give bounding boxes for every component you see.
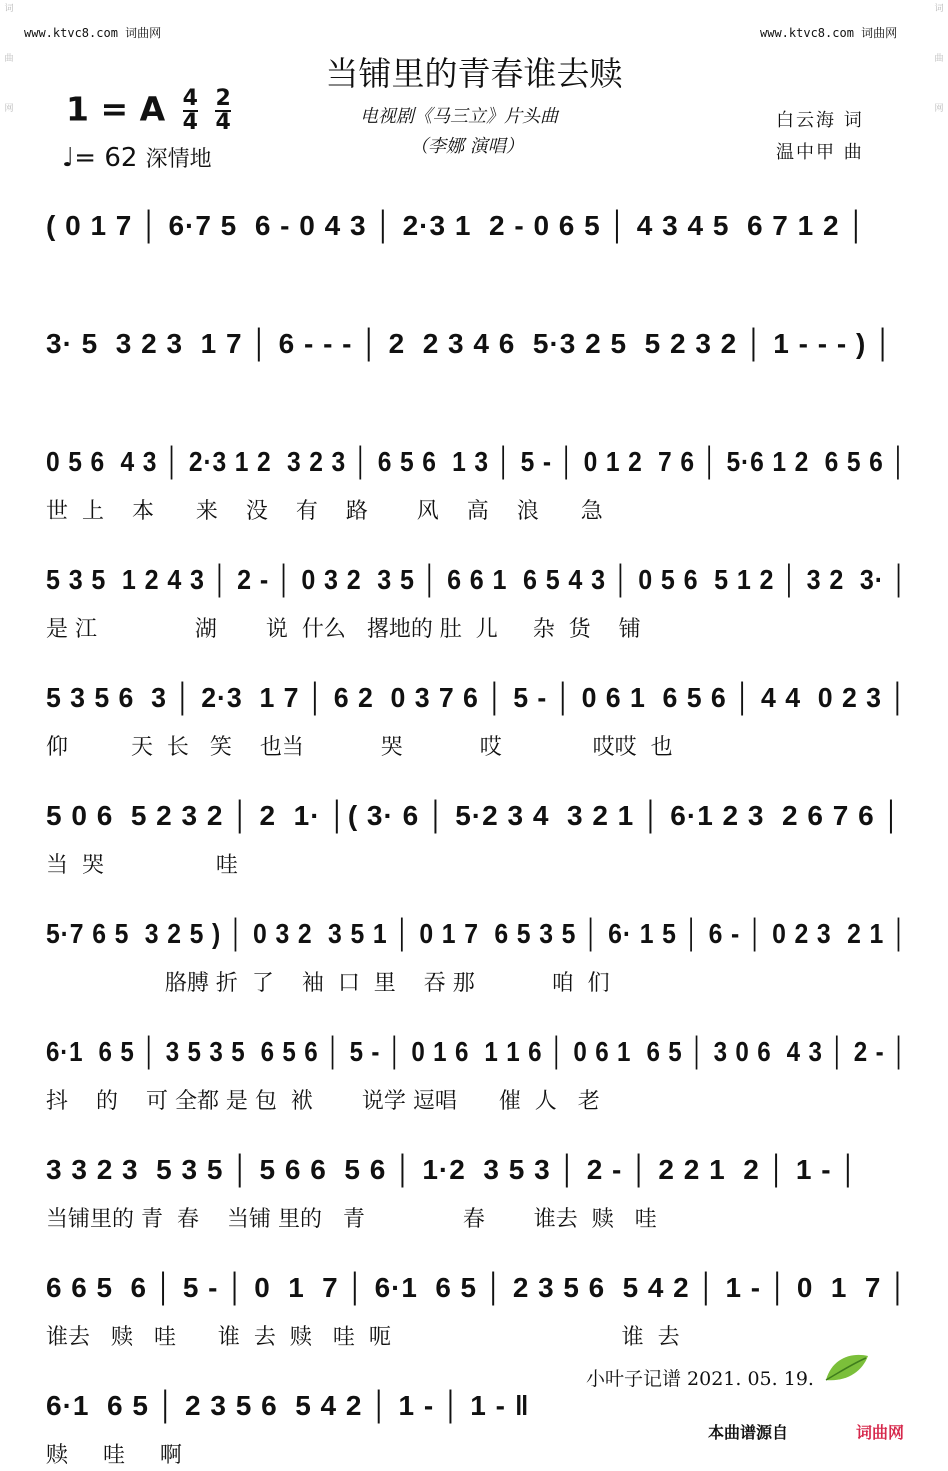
- key-signature: [66, 88, 231, 134]
- notation-line: 6·1 6 5 │ 3 5 3 5 6 5 6 │ 5 - │ 0 1 6 1 1 6 │ 0 6 1 6 5 │ 3 0 6 4 3 │ 2 - │: [46, 1036, 909, 1067]
- tempo-value: ♩= 62: [62, 143, 138, 173]
- leaf-icon: [822, 1350, 870, 1386]
- score-row: [46, 672, 908, 732]
- source-site-link[interactable]: 词曲网: [856, 1423, 905, 1442]
- notation-line: 5 3 5 6 3 │ 2·3 1 7 │ 6 2 0 3 7 6 │ 5 - │ 0 6 1 6 5 6 │ 4 4 0 2 3 │: [46, 682, 908, 713]
- lyrics-line: 当铺里的 青 春 当铺 里的 青 春 谁去 赎 哇: [46, 1207, 657, 1232]
- notation-line: 3 3 2 3 5 3 5 │ 5 6 6 5 6 │ 1·2 3 5 3 │ 2 - │ 2 2 1 2 │ 1 - │: [46, 1154, 859, 1185]
- notation-line: 6·1 6 5 │ 2 3 5 6 5 4 2 │ 1 - │ 1 - ‖: [46, 1390, 530, 1421]
- key-label: 1 = A: [66, 89, 166, 129]
- lyrics-line: 仰 天 长 笑 也当 哭 哎 哎哎 也: [46, 735, 673, 760]
- score-row: [46, 1262, 908, 1322]
- song-subtitle: 电视剧《马三立》片头曲: [360, 106, 558, 127]
- tempo-expression: 深情地: [145, 147, 212, 172]
- lyrics-line: 赎 哇 啊: [46, 1443, 182, 1468]
- time-sig-numerator: 2: [215, 86, 231, 111]
- watermark-url-right: www.ktvc8.com 词曲网: [760, 26, 898, 40]
- watermark-char: 网: [934, 104, 944, 114]
- watermark-char: 网: [4, 104, 14, 114]
- composer-credit: 温中甲 曲: [776, 142, 864, 163]
- watermark-char: 曲: [4, 54, 14, 64]
- time-signature-1: [183, 88, 198, 134]
- notation-line: 5 0 6 5 2 3 2 │ 2 1· │( 3· 6 │ 5·2 3 4 3 2 1 │ 6·1 2 3 2 6 7 6 │: [46, 800, 902, 831]
- time-signature-2: [215, 88, 230, 134]
- notation-line: 3· 5 3 2 3 1 7 │ 6 - - - │ 2 2 3 4 6 5·3 2 5 5 2 3 2 │ 1 - - - ) │: [46, 328, 894, 359]
- lyrics-line: 胳膊 折 了 袖 口 里 吞 那 咱 们: [46, 971, 610, 996]
- notation-line: ( 0 1 7 │ 6·7 5 6 - 0 4 3 │ 2·3 1 2 - 0 6 5 │ 4 3 4 5 6 7 1 2 │: [46, 210, 867, 241]
- lyrics-line: 世 上 本 来 没 有 路 风 高 浪 急: [46, 499, 603, 524]
- score-row: [46, 1026, 908, 1086]
- tempo-marking: [62, 142, 212, 173]
- notation-line: 0 5 6 4 3 │ 2·3 1 2 3 2 3 │ 6 5 6 1 3 │ 5 - │ 0 1 2 7 6 │ 5·6 1 2 6 5 6 │: [46, 446, 908, 477]
- watermark-char: 词: [4, 4, 14, 14]
- score-row: [46, 908, 908, 968]
- score-row: [46, 436, 908, 496]
- time-sig-denominator: 4: [182, 110, 198, 135]
- right-side-watermark: [932, 0, 946, 1471]
- score-row: [46, 1144, 908, 1204]
- left-side-watermark: [2, 0, 16, 1471]
- watermark-char: 词: [934, 4, 944, 14]
- lyrics-line: 是 江 湖 说 什么 撂地的 肚 儿 杂 货 铺: [46, 617, 641, 642]
- transcriber-credit: 小叶子记谱 2021. 05. 19.: [586, 1368, 814, 1390]
- notation-line: 6 6 5 6 │ 5 - │ 0 1 7 │ 6·1 6 5 │ 2 3 5 6 5 4 2 │ 1 - │ 0 1 7 │: [46, 1272, 909, 1303]
- singer-credit: （李娜 演唱）: [410, 136, 524, 157]
- lyrics-line: 谁去 赎 哇 谁 去 赎 哇 呃 谁 去: [46, 1325, 680, 1350]
- notation-line: 5·7 6 5 3 2 5 ) │ 0 3 2 3 5 1 │ 0 1 7 6 5 3 5 │ 6· 1 5 │ 6 - │ 0 2 3 2 1 │: [46, 918, 909, 949]
- song-title: 当铺里的青春谁去赎: [325, 54, 623, 93]
- lyricist-credit: 白云海 词: [776, 110, 864, 131]
- time-sig-denominator: 4: [215, 110, 231, 135]
- score-row: [46, 318, 908, 378]
- score-row: [46, 200, 908, 260]
- score-row: [46, 790, 908, 850]
- lyrics-line: 抖 的 可 全都 是 包 袱 说学 逗唱 催 人 老: [46, 1089, 600, 1114]
- watermark-char: 曲: [934, 54, 944, 64]
- watermark-url-left: www.ktvc8.com 词曲网: [24, 26, 162, 40]
- time-sig-numerator: 4: [182, 86, 198, 111]
- lyrics-line: 当 哭 哇: [46, 853, 238, 878]
- source-label: 本曲谱源自: [708, 1423, 789, 1442]
- notation-line: 5 3 5 1 2 4 3 │ 2 - │ 0 3 2 3 5 │ 6 6 1 6 5 4 3 │ 0 5 6 5 1 2 │ 3 2 3· │: [46, 564, 909, 595]
- score-row: [46, 554, 908, 614]
